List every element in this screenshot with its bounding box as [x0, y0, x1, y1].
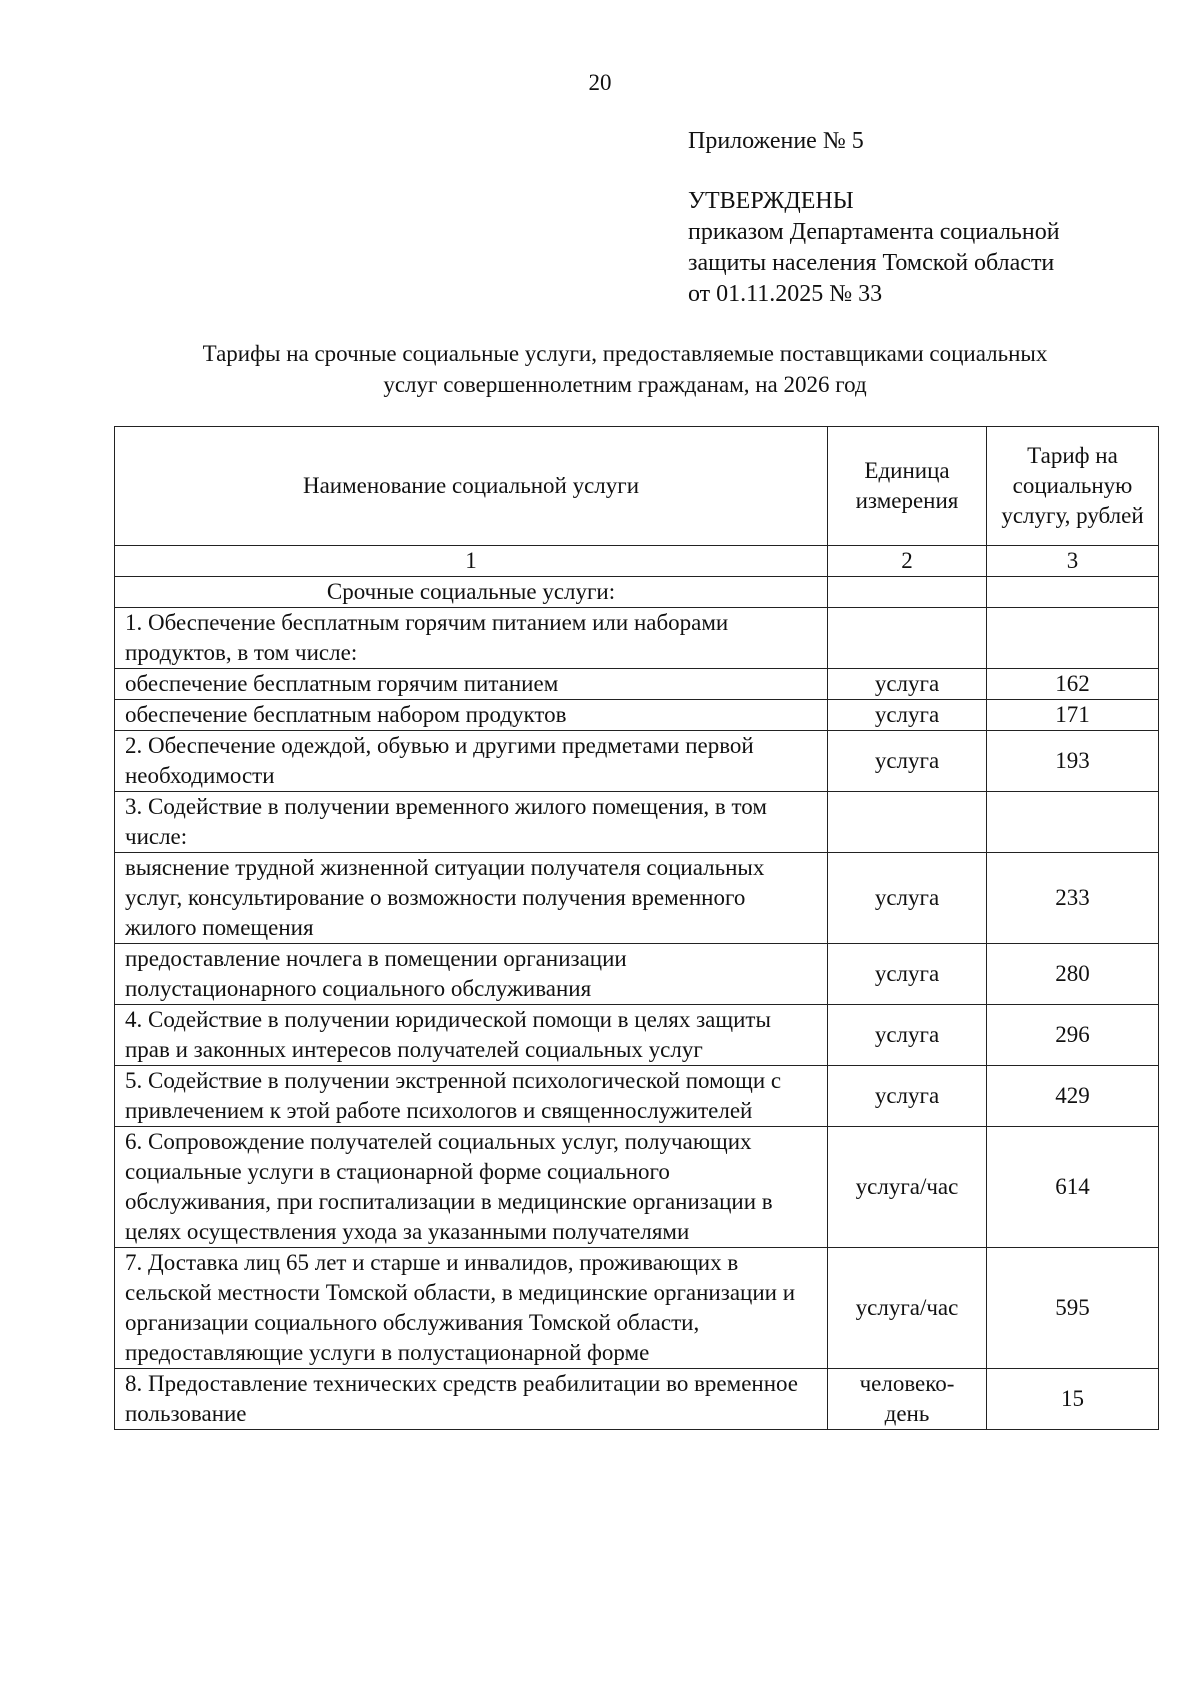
service-name-cell: 6. Сопровождение получателей социальных услуг, получающих социальные услуги в стационарной форме социального обслуживания, при госпитализации в медицинские организации в целях осуществления ухода за указанными получателями — [115, 1127, 828, 1248]
approval-heading: УТВЕРЖДЕНЫ — [688, 188, 854, 214]
tariffs-table — [114, 426, 1159, 1430]
table-row — [115, 669, 1159, 700]
tariff-cell: 614 — [987, 1127, 1159, 1248]
header-service-name: Наименование социальной услуги — [115, 427, 828, 546]
unit-cell: услуга — [828, 944, 987, 1005]
tariff-cell: 429 — [987, 1066, 1159, 1127]
header-unit: Единица измерения — [828, 427, 987, 546]
unit-cell: услуга — [828, 1005, 987, 1066]
service-name-cell: 7. Доставка лиц 65 лет и старше и инвалидов, проживающих в сельской местности Томской области, в медицинские организации и организации социального обслуживания Томской области, предоставляющие услуги в полустационарной форме — [115, 1248, 828, 1369]
tariff-cell: 15 — [987, 1369, 1159, 1430]
service-name-cell: 2. Обеспечение одеждой, обувью и другими предметами первой необходимости — [115, 731, 828, 792]
service-name-cell: 5. Содействие в получении экстренной психологической помощи с привлечением к этой работе психологов и священнослужителей — [115, 1066, 828, 1127]
service-name-cell: 4. Содействие в получении юридической помощи в целях защиты прав и законных интересов получателей социальных услуг — [115, 1005, 828, 1066]
service-name-cell: обеспечение бесплатным горячим питанием — [115, 669, 828, 700]
table-row — [115, 792, 1159, 853]
unit-cell: услуга — [828, 731, 987, 792]
table-row — [115, 700, 1159, 731]
service-name-cell: предоставление ночлега в помещении организации полустационарного социального обслуживания — [115, 944, 828, 1005]
section-title: Срочные социальные услуги: — [115, 577, 828, 608]
approval-line-1: приказом Департамента социальной — [688, 219, 1060, 245]
unit-cell: услуга — [828, 853, 987, 944]
section-unit-empty — [828, 577, 987, 608]
unit-cell: человеко-день — [828, 1369, 987, 1430]
column-number-3: 3 — [987, 546, 1159, 577]
unit-cell: услуга/час — [828, 1248, 987, 1369]
unit-cell: услуга — [828, 700, 987, 731]
unit-cell — [828, 608, 987, 669]
table-row — [115, 1248, 1159, 1369]
service-name-cell: 3. Содействие в получении временного жилого помещения, в том числе: — [115, 792, 828, 853]
table-row — [115, 1066, 1159, 1127]
tariff-cell: 280 — [987, 944, 1159, 1005]
tariff-cell: 595 — [987, 1248, 1159, 1369]
table-header-row — [115, 427, 1159, 546]
document-title-line-2: услуг совершеннолетним гражданам, на 2026 год — [383, 372, 867, 397]
service-name-cell: выяснение трудной жизненной ситуации получателя социальных услуг, консультирование о возможности получения временного жилого помещения — [115, 853, 828, 944]
table-row — [115, 944, 1159, 1005]
table-row — [115, 853, 1159, 944]
table-row — [115, 731, 1159, 792]
tariff-cell: 233 — [987, 853, 1159, 944]
section-row — [115, 577, 1159, 608]
tariff-cell — [987, 792, 1159, 853]
approval-line-3: от 01.11.2025 № 33 — [688, 281, 883, 307]
tariff-cell: 162 — [987, 669, 1159, 700]
service-name-cell: 8. Предоставление технических средств реабилитации во временное пользование — [115, 1369, 828, 1430]
table-row — [115, 1127, 1159, 1248]
tariff-cell — [987, 608, 1159, 669]
tariff-cell: 171 — [987, 700, 1159, 731]
header-tariff: Тариф на социальную услугу, рублей — [987, 427, 1159, 546]
table-row — [115, 1005, 1159, 1066]
service-name-cell: обеспечение бесплатным набором продуктов — [115, 700, 828, 731]
annex-label: Приложение № 5 — [688, 128, 864, 154]
document-title-line-1: Тарифы на срочные социальные услуги, предоставляемые поставщиками социальных — [202, 341, 1048, 366]
document-title — [130, 338, 1120, 400]
unit-cell: услуга — [828, 1066, 987, 1127]
approval-line-2: защиты населения Томской области — [688, 250, 1055, 276]
table-row — [115, 608, 1159, 669]
service-name-cell: 1. Обеспечение бесплатным горячим питанием или наборами продуктов, в том числе: — [115, 608, 828, 669]
section-tariff-empty — [987, 577, 1159, 608]
page-number: 20 — [588, 70, 612, 95]
table-row — [115, 1369, 1159, 1430]
tariff-cell: 296 — [987, 1005, 1159, 1066]
approval-block — [688, 186, 1060, 310]
column-number-2: 2 — [828, 546, 987, 577]
column-number-1: 1 — [115, 546, 828, 577]
tariff-cell: 193 — [987, 731, 1159, 792]
unit-cell: услуга — [828, 669, 987, 700]
column-number-row — [115, 546, 1159, 577]
unit-cell — [828, 792, 987, 853]
table-body — [115, 608, 1159, 1430]
unit-cell: услуга/час — [828, 1127, 987, 1248]
